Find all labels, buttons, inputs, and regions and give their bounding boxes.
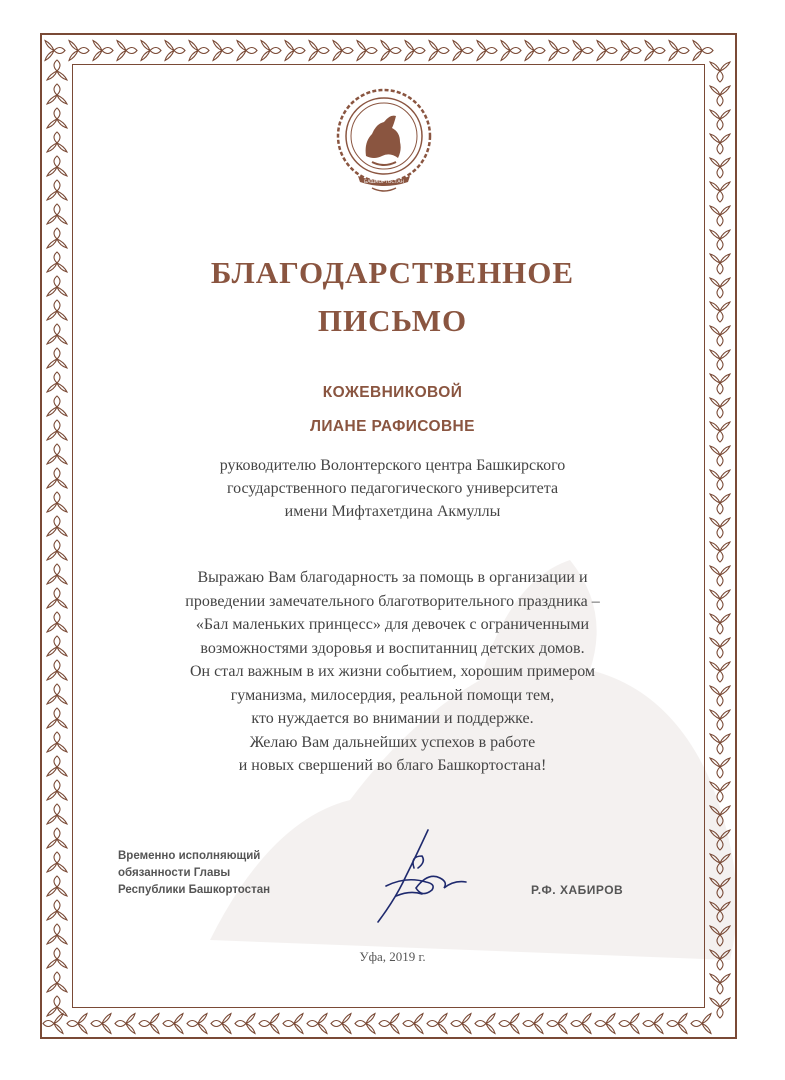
body-line: Желаю Вам дальнейших успехов в работе [249, 733, 536, 751]
letter-body [0, 566, 785, 778]
position-line: руководителю Волонтерского центра Башкирского [219, 457, 566, 474]
signatory-role-line: обязанности Главы [118, 867, 231, 879]
body-line: «Бал маленьких принцесс» для девочек с ограниченными [195, 616, 590, 633]
body-line: и новых свершений во благо Башкортостана! [238, 757, 547, 774]
signatory-role-line: Республики Башкортостан [118, 884, 271, 896]
body-line: Он стал важным в их жизни событием, хорошим примером [189, 663, 596, 680]
handwritten-signature [366, 826, 476, 926]
body-line: кто нуждается во внимании и поддержке. [251, 710, 534, 727]
document-title-line1: БЛАГОДАРСТВЕННОЕ [210, 255, 575, 290]
body-line: гуманизма, милосердия, реальной помощи тем, [230, 686, 555, 704]
signatory-name: Р.Ф. ХАБИРОВ [531, 883, 624, 897]
signatory-role [118, 848, 338, 899]
signatory-role-line: Временно исполняющий [118, 850, 261, 862]
recipient-surname: КОЖЕВНИКОВОЙ [322, 384, 463, 401]
place-and-date: Уфа, 2019 г. [359, 949, 426, 964]
recipient-name: ЛИАНЕ РАФИСОВНЕ [310, 418, 475, 435]
emblem-ribbon-text: БАШКОРТОСТАН [364, 180, 404, 185]
body-line: возможностями здоровья и воспитанниц детских домов. [200, 639, 585, 657]
position-line: государственного педагогического университета [226, 480, 559, 497]
body-line: проведении замечательного благотворительного праздника – [185, 592, 600, 610]
body-line: Выражаю Вам благодарность за помощь в организации и [197, 569, 588, 586]
coat-of-arms-emblem [332, 86, 436, 196]
recipient-position [0, 454, 785, 523]
position-line: имени Мифтахетдина Акмуллы [284, 503, 501, 520]
document-title-line2: ПИСЬМО [317, 303, 468, 338]
